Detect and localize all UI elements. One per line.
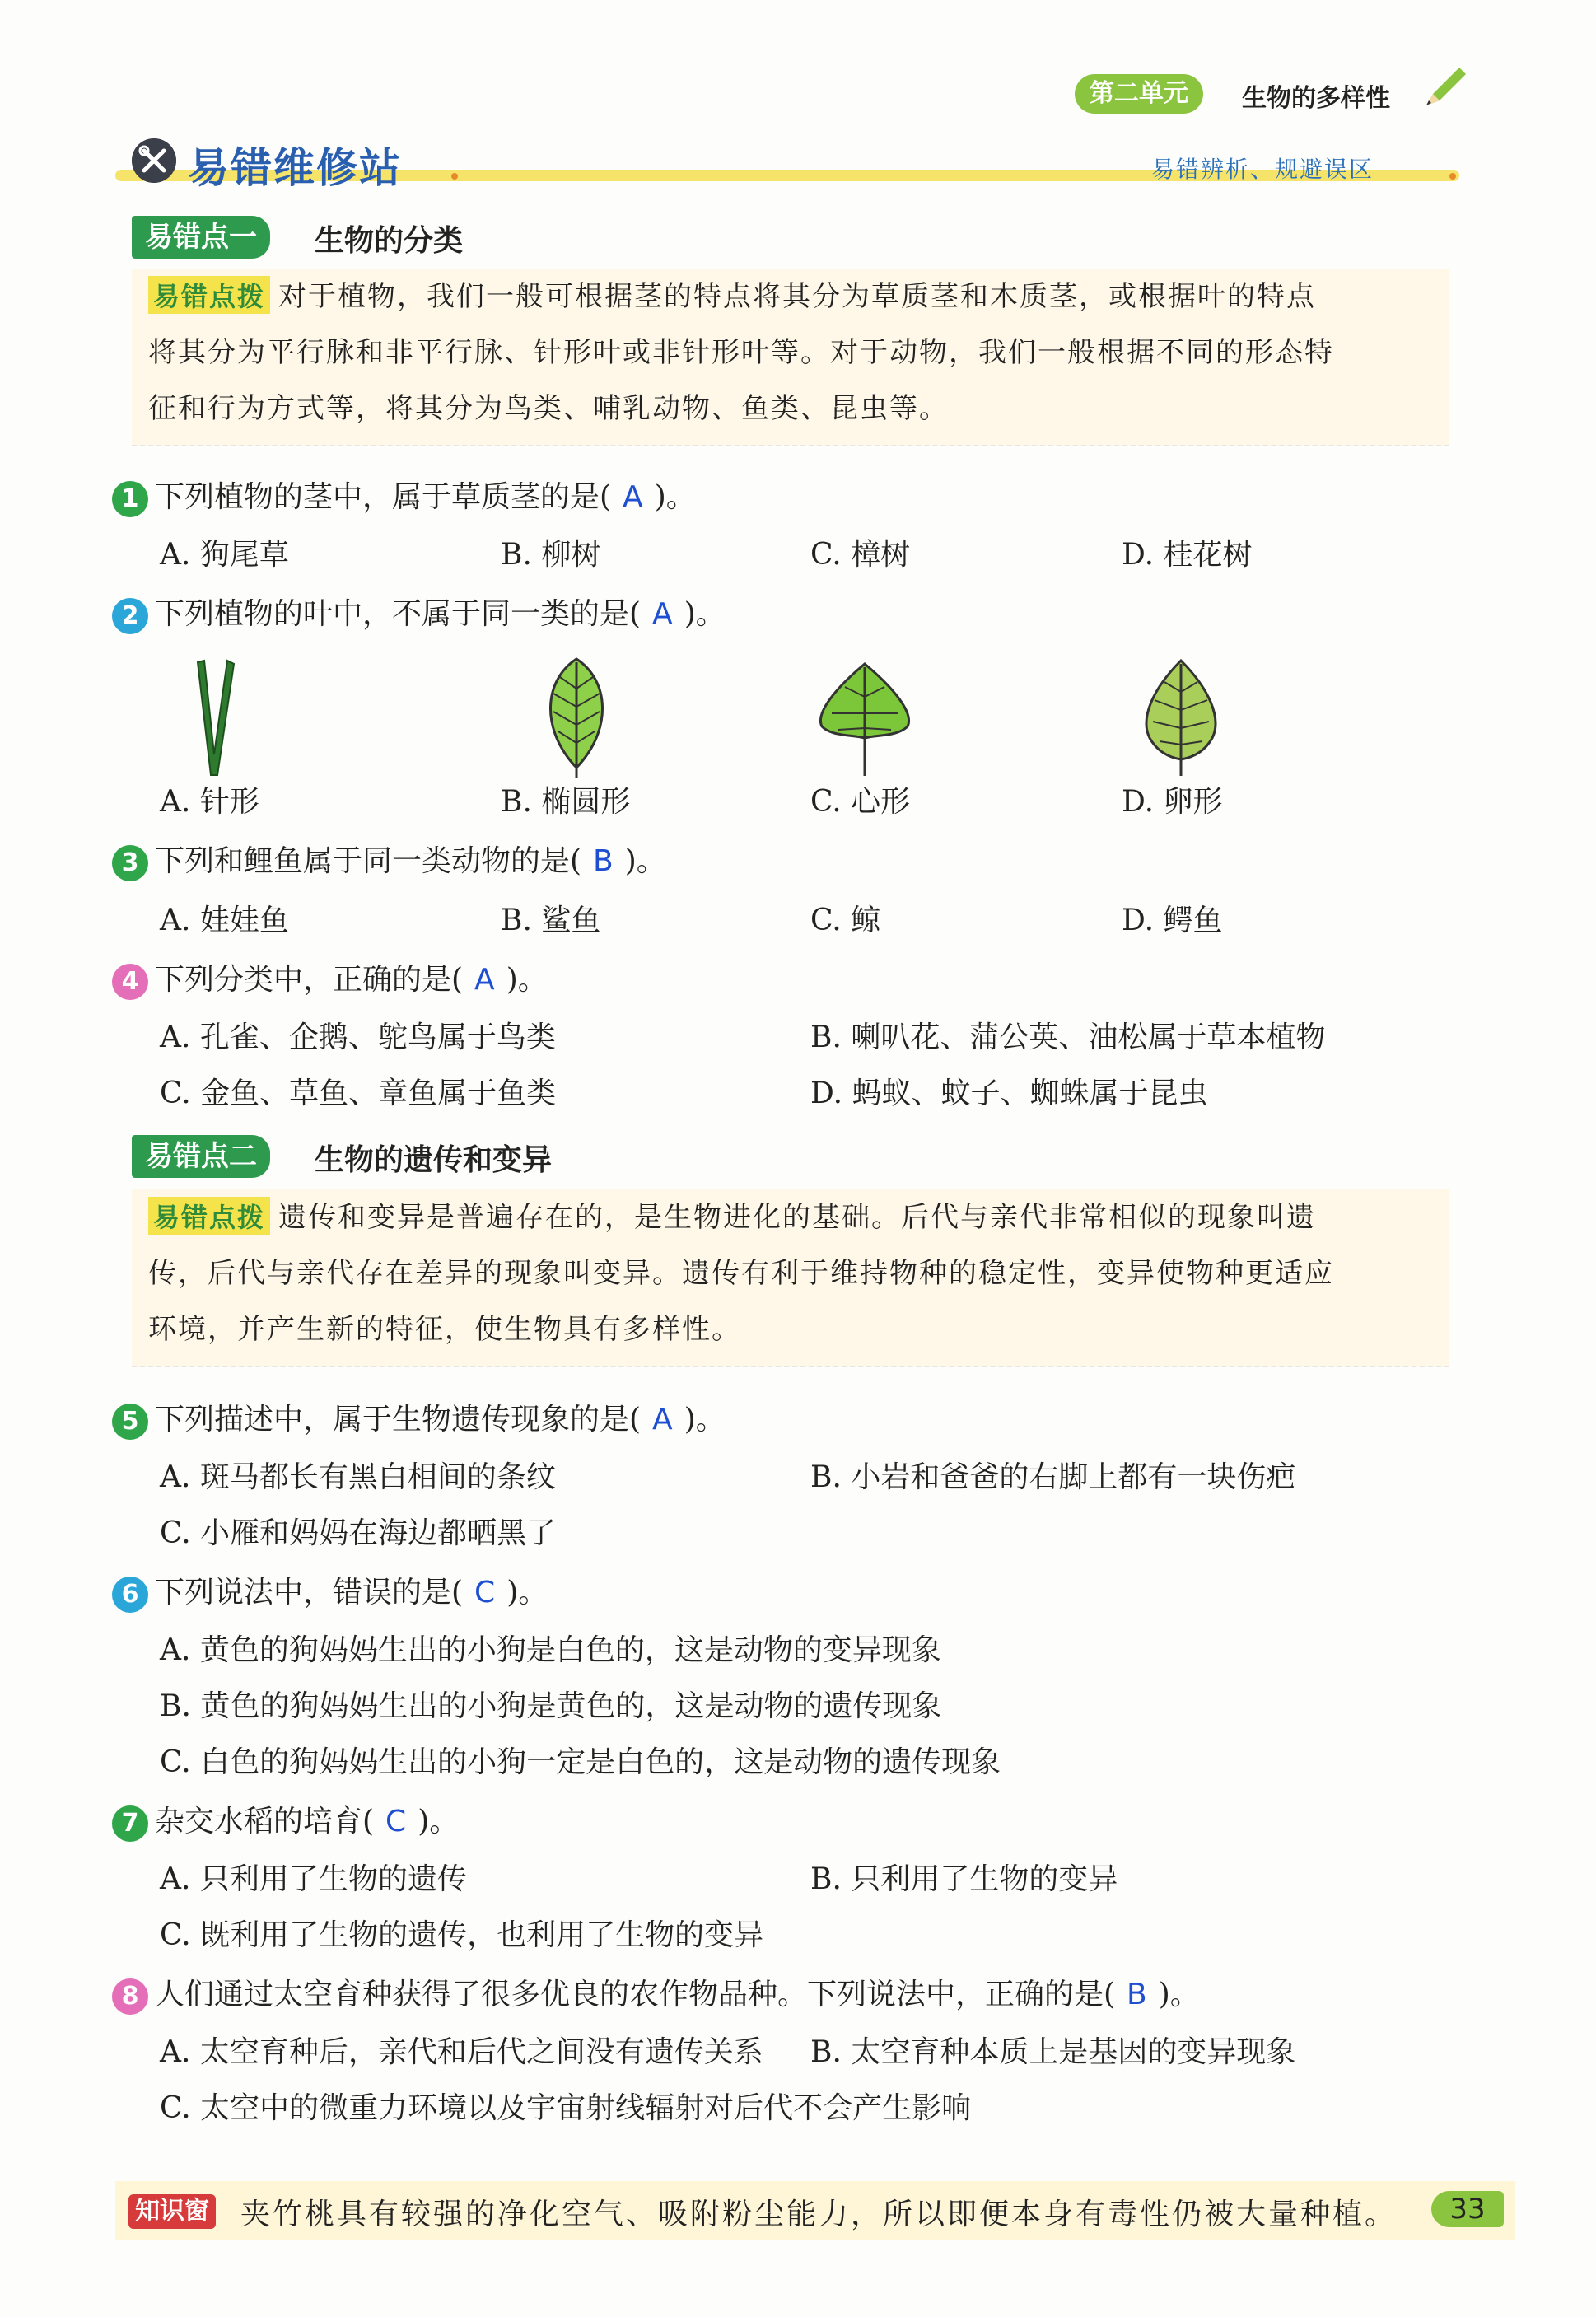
option: C. 心形 bbox=[810, 785, 911, 819]
option: B. 鲨鱼 bbox=[501, 904, 601, 937]
option: C. 小雁和妈妈在海边都晒黑了 bbox=[160, 1516, 557, 1550]
point2-tip-box bbox=[132, 1189, 1449, 1367]
unit-badge: 第二单元 bbox=[1075, 74, 1203, 114]
option: A. 斑马都长有黑白相间的条纹 bbox=[160, 1460, 556, 1494]
question-number: 8 bbox=[112, 1978, 148, 2015]
tip-line: 征和行为方式等，将其分为鸟类、哺乳动物、鱼类、昆虫等。 bbox=[148, 392, 949, 425]
option: B. 小岩和爸爸的右脚上都有一块伤疤 bbox=[810, 1460, 1296, 1494]
answer: C bbox=[385, 1805, 407, 1838]
option: C. 金鱼、草鱼、章鱼属于鱼类 bbox=[160, 1077, 557, 1110]
question-4: 4 下列分类中，正确的是( A )。 bbox=[112, 960, 548, 1000]
question-7: 7 杂交水稻的培育( C )。 bbox=[112, 1802, 459, 1842]
question-6: 6 下列说法中，错误的是( C )。 bbox=[112, 1573, 548, 1613]
option: A. 只利用了生物的遗传 bbox=[160, 1862, 467, 1896]
tip-line: 易错点拨 对于植物，我们一般可根据茎的特点将其分为草质茎和木质茎，或根据叶的特点 bbox=[148, 269, 1449, 325]
option: A. 黄色的狗妈妈生出的小狗是白色的，这是动物的变异现象 bbox=[160, 1633, 941, 1667]
point2-title: 生物的遗传和变异 bbox=[315, 1143, 553, 1177]
ovate-leaf-image bbox=[1132, 656, 1230, 779]
question-8: 8 人们通过太空育种获得了很多优良的农作物品种。下列说法中，正确的是( B )。 bbox=[112, 1975, 1200, 2015]
tip-line: 将其分为平行脉和非平行脉、针形叶或非针形叶等。对于动物，我们一般根据不同的形态特 bbox=[148, 336, 1334, 369]
answer: A bbox=[652, 597, 673, 631]
option: B. 黄色的狗妈妈生出的小狗是黄色的，这是动物的遗传现象 bbox=[160, 1689, 942, 1723]
question-number: 7 bbox=[112, 1805, 148, 1842]
heart-leaf-image bbox=[815, 656, 914, 779]
knowledge-window-text: 夹竹桃具有较强的净化空气、吸附粉尘能力，所以即便本身有毒性仍被大量种植。 bbox=[240, 2198, 1398, 2231]
knowledge-window-tag: 知识窗 bbox=[128, 2194, 216, 2229]
point2-tag: 易错点二 bbox=[132, 1135, 270, 1178]
option: B. 太空育种本质上是基因的变异现象 bbox=[810, 2035, 1296, 2069]
question-1: 1 下列植物的茎中，属于草质茎的是( A )。 bbox=[112, 478, 696, 517]
option: D. 蚂蚁、蚊子、蜘蛛属于昆虫 bbox=[810, 1077, 1208, 1110]
point1-title: 生物的分类 bbox=[315, 224, 464, 258]
option: C. 鲸 bbox=[810, 904, 881, 937]
option: D. 卵形 bbox=[1122, 785, 1223, 819]
tip-line: 环境，并产生新的特征，使生物具有多样性。 bbox=[148, 1313, 741, 1346]
question-number: 5 bbox=[112, 1404, 148, 1440]
tools-icon bbox=[132, 138, 176, 183]
question-number: 2 bbox=[112, 598, 148, 634]
option: A. 娃娃鱼 bbox=[160, 904, 289, 937]
band-dot bbox=[451, 173, 458, 180]
option: C. 既利用了生物的遗传，也利用了生物的变异 bbox=[160, 1918, 764, 1952]
section-title: 易错维修站 bbox=[188, 144, 402, 192]
option: A. 狗尾草 bbox=[160, 538, 289, 572]
band-dot bbox=[1449, 173, 1456, 180]
section-subtitle: 易错辨析、规避误区 bbox=[1151, 156, 1374, 183]
option: B. 椭圆形 bbox=[501, 785, 631, 819]
answer: B bbox=[593, 844, 614, 878]
option: C. 白色的狗妈妈生出的小狗一定是白色的，这是动物的遗传现象 bbox=[160, 1745, 1001, 1779]
option: B. 只利用了生物的变异 bbox=[810, 1862, 1118, 1896]
tip-line: 传，后代与亲代存在差异的现象叫变异。遗传有利于维持物种的稳定性，变异使物种更适应 bbox=[148, 1257, 1334, 1290]
question-number: 3 bbox=[112, 845, 148, 881]
option: A. 太空育种后，亲代和后代之间没有遗传关系 bbox=[160, 2035, 763, 2069]
unit-title: 生物的多样性 bbox=[1242, 84, 1390, 113]
answer: A bbox=[623, 480, 643, 514]
option: D. 桂花树 bbox=[1122, 538, 1253, 572]
needle-leaf-image bbox=[165, 656, 264, 779]
answer: B bbox=[1127, 1978, 1147, 2011]
question-number: 1 bbox=[112, 481, 148, 517]
question-5: 5 下列描述中，属于生物遗传现象的是( A )。 bbox=[112, 1400, 726, 1440]
pencil-icon bbox=[1418, 61, 1471, 114]
page-number: 33 bbox=[1431, 2191, 1504, 2227]
question-number: 6 bbox=[112, 1577, 148, 1613]
option: B. 喇叭花、蒲公英、油松属于草本植物 bbox=[810, 1021, 1326, 1054]
question-2: 2 下列植物的叶中，不属于同一类的是( A )。 bbox=[112, 595, 726, 634]
option: C. 樟树 bbox=[810, 538, 911, 572]
answer: A bbox=[474, 963, 495, 997]
option: A. 孔雀、企鹅、鸵鸟属于鸟类 bbox=[160, 1021, 556, 1054]
elliptic-leaf-image bbox=[527, 656, 626, 779]
question-3: 3 下列和鲤鱼属于同一类动物的是( B )。 bbox=[112, 842, 666, 881]
answer: C bbox=[474, 1576, 496, 1609]
option: C. 太空中的微重力环境以及宇宙射线辐射对后代不会产生影响 bbox=[160, 2091, 972, 2125]
tip-line: 易错点拨 遗传和变异是普遍存在的，是生物进化的基础。后代与亲代非常相似的现象叫遗 bbox=[148, 1189, 1449, 1245]
point1-tip-tag: 易错点拨 bbox=[148, 276, 270, 314]
point2-tip-tag: 易错点拨 bbox=[148, 1197, 270, 1235]
answer: A bbox=[652, 1403, 673, 1436]
option: D. 鳄鱼 bbox=[1122, 904, 1223, 937]
option: B. 柳树 bbox=[501, 538, 601, 572]
point1-tag: 易错点一 bbox=[132, 216, 270, 259]
question-number: 4 bbox=[112, 964, 148, 1000]
option: A. 针形 bbox=[160, 785, 259, 819]
point1-tip-box bbox=[132, 269, 1449, 446]
